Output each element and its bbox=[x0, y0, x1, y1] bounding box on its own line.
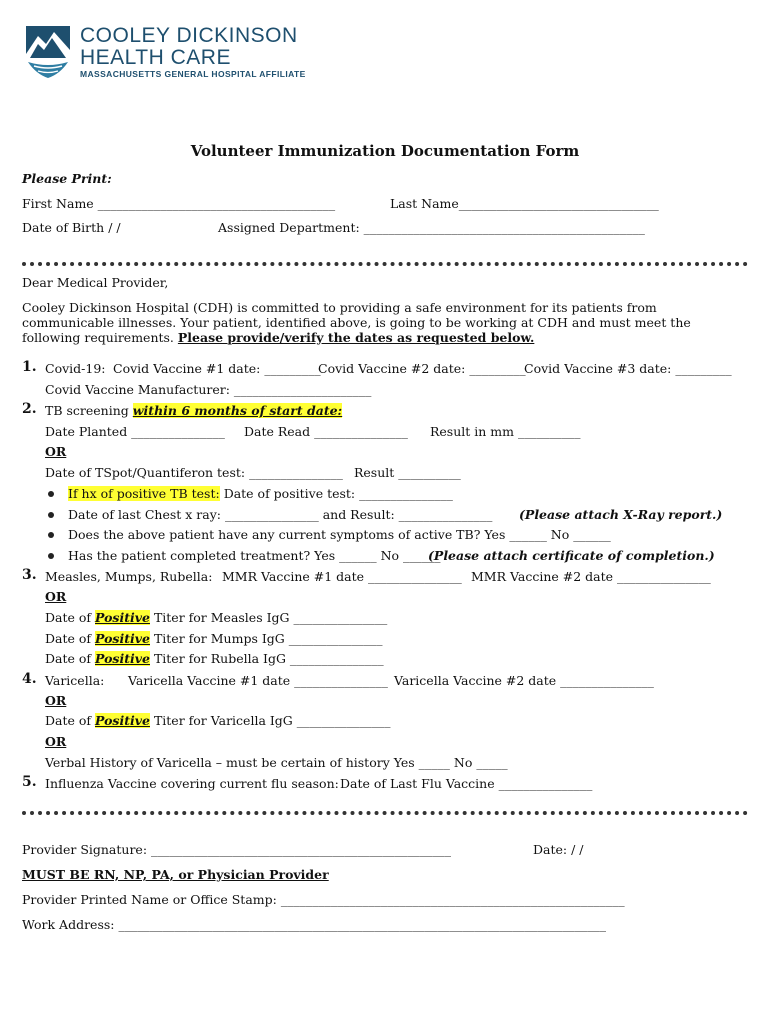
bullet-icon bbox=[48, 532, 54, 538]
date-of-label: Date of bbox=[45, 610, 92, 625]
covid-vaccine-3-field[interactable]: Covid Vaccine #3 date: _________ bbox=[524, 361, 732, 376]
tb-window-highlight: within 6 months of start date: bbox=[132, 403, 343, 418]
last-name-field[interactable]: Last Name________________________________ bbox=[390, 196, 659, 211]
positive-tb-line bbox=[68, 486, 453, 501]
item-number-4: 4. bbox=[22, 671, 37, 687]
or-separator: OR bbox=[45, 693, 67, 708]
varicella-history-field[interactable]: Verbal History of Varicella – must be certain of history Yes _____ No _____ bbox=[45, 755, 508, 770]
tspot-date-field[interactable]: Date of TSpot/Quantiferon test: _______________ bbox=[45, 465, 343, 480]
tspot-result-field[interactable]: Result __________ bbox=[354, 465, 461, 480]
divider-bottom bbox=[22, 811, 748, 815]
certificate-note: (Please attach certificate of completion.) bbox=[428, 548, 715, 563]
item-number-2: 2. bbox=[22, 401, 37, 417]
date-of-label: Date of bbox=[45, 713, 92, 728]
date-of-label: Date of bbox=[45, 651, 92, 666]
positive-highlight: Positive bbox=[95, 610, 150, 625]
mountain-shield-icon bbox=[24, 24, 72, 80]
bullet-icon bbox=[48, 491, 54, 497]
intro-emphasis: Please provide/verify the dates as requested below. bbox=[177, 330, 535, 345]
provider-requirement: MUST BE RN, NP, PA, or Physician Provider bbox=[22, 867, 329, 882]
org-name-line2: HEALTH CARE bbox=[80, 46, 231, 69]
tb-planted-field[interactable]: Date Planted _______________ bbox=[45, 424, 225, 439]
tb-result-field[interactable]: Result in mm __________ bbox=[430, 424, 581, 439]
intro-paragraph bbox=[22, 300, 752, 345]
varicella-titer-text: Titer for Varicella IgG _______________ bbox=[153, 713, 391, 728]
form-title: Volunteer Immunization Documentation Form bbox=[190, 142, 580, 160]
or-separator: OR bbox=[45, 734, 67, 749]
varicella-vaccine-1-field[interactable]: Varicella Vaccine #1 date _______________ bbox=[128, 673, 388, 688]
tb-read-field[interactable]: Date Read _______________ bbox=[244, 424, 408, 439]
item-number-3: 3. bbox=[22, 567, 37, 583]
mumps-titer-text: Titer for Mumps IgG _______________ bbox=[153, 631, 383, 646]
mumps-titer-field[interactable] bbox=[45, 631, 382, 646]
org-tagline: MASSACHUSETTS GENERAL HOSPITAL AFFILIATE bbox=[80, 69, 306, 79]
mmr-vaccine-1-field[interactable]: MMR Vaccine #1 date _______________ bbox=[222, 569, 462, 584]
varicella-titer-field[interactable] bbox=[45, 713, 391, 728]
varicella-vaccine-2-field[interactable]: Varicella Vaccine #2 date _______________ bbox=[394, 673, 654, 688]
or-separator: OR bbox=[45, 444, 67, 459]
first-name-field[interactable]: First Name ______________________________________ bbox=[22, 196, 336, 211]
active-tb-symptoms-field[interactable]: Does the above patient have any current symptoms of active TB? Yes ______ No ______ bbox=[68, 527, 611, 542]
divider-top bbox=[22, 262, 748, 266]
covid-vaccine-1-field[interactable]: Covid Vaccine #1 date: _________ bbox=[113, 361, 321, 376]
positive-highlight: Positive bbox=[95, 651, 150, 666]
dob-field[interactable]: Date of Birth / / bbox=[22, 220, 121, 235]
item-number-5: 5. bbox=[22, 774, 37, 790]
rubella-titer-field[interactable] bbox=[45, 651, 384, 666]
covid-label: Covid-19: bbox=[45, 361, 106, 376]
treatment-completed-field[interactable]: Has the patient completed treatment? Yes ______ No ______ bbox=[68, 548, 441, 563]
covid-vaccine-2-field[interactable]: Covid Vaccine #2 date: _________ bbox=[318, 361, 526, 376]
provider-signature-field[interactable]: Provider Signature: ________________________________________________ bbox=[22, 842, 452, 857]
positive-highlight: Positive bbox=[95, 713, 150, 728]
covid-manufacturer-field[interactable]: Covid Vaccine Manufacturer: ______________________ bbox=[45, 382, 372, 397]
positive-tb-highlight: If hx of positive TB test: bbox=[68, 486, 220, 501]
bullet-icon bbox=[48, 512, 54, 518]
provider-printed-name-field[interactable]: Provider Printed Name or Office Stamp: _______________________________________________________ bbox=[22, 892, 625, 907]
measles-titer-field[interactable] bbox=[45, 610, 387, 625]
tb-label bbox=[45, 403, 342, 418]
or-separator: OR bbox=[45, 589, 67, 604]
please-print-label: Please Print: bbox=[22, 171, 112, 186]
flu-label: Influenza Vaccine covering current flu season: bbox=[45, 776, 339, 791]
date-of-label: Date of bbox=[45, 631, 92, 646]
measles-titer-text: Titer for Measles IgG _______________ bbox=[153, 610, 388, 625]
work-address-field[interactable]: Work Address: ______________________________________________________________________________ bbox=[22, 917, 606, 932]
tb-label-text: TB screening bbox=[45, 403, 129, 418]
mmr-vaccine-2-field[interactable]: MMR Vaccine #2 date _______________ bbox=[471, 569, 711, 584]
org-name-line1: COOLEY DICKINSON bbox=[80, 24, 298, 47]
department-field[interactable]: Assigned Department: _____________________________________________ bbox=[218, 220, 645, 235]
item-number-1: 1. bbox=[22, 359, 37, 375]
bullet-icon bbox=[48, 553, 54, 559]
flu-date-field[interactable]: Date of Last Flu Vaccine _______________ bbox=[340, 776, 593, 791]
provider-date-field[interactable]: Date: / / bbox=[533, 842, 584, 857]
rubella-titer-text: Titer for Rubella IgG _______________ bbox=[153, 651, 384, 666]
positive-highlight: Positive bbox=[95, 631, 150, 646]
greeting: Dear Medical Provider, bbox=[22, 275, 169, 290]
mmr-label: Measles, Mumps, Rubella: bbox=[45, 569, 213, 584]
positive-tb-date-field[interactable]: Date of positive test: _______________ bbox=[223, 486, 453, 501]
chest-xray-field[interactable]: Date of last Chest x ray: _______________ and Result: _______________ bbox=[68, 507, 493, 522]
intro-text: Cooley Dickinson Hospital (CDH) is committed to providing a safe environment for its patients from communicable illnesses. Your patient, identified above, is going to be working at CDH and must meet the following requirements. bbox=[22, 300, 691, 345]
varicella-label: Varicella: bbox=[45, 673, 105, 688]
xray-note: (Please attach X-Ray report.) bbox=[519, 507, 723, 522]
